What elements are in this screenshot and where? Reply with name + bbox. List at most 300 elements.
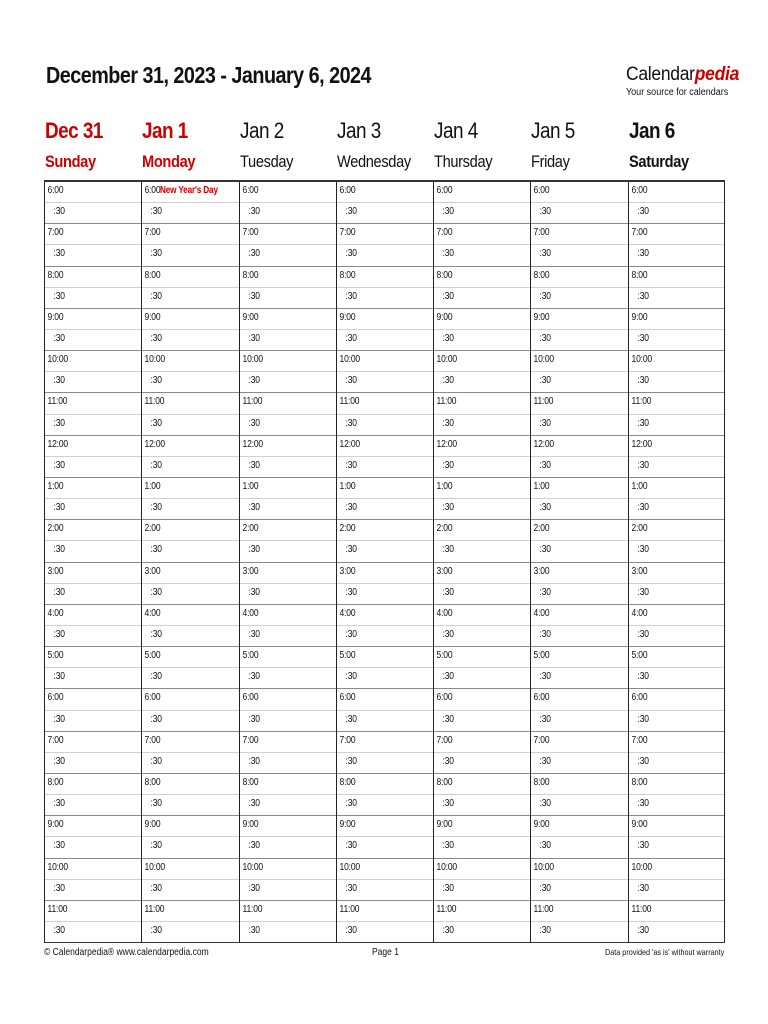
time-slot[interactable] bbox=[45, 774, 141, 795]
time-slot[interactable] bbox=[434, 436, 530, 457]
time-slot[interactable] bbox=[240, 626, 336, 647]
time-label: :30 bbox=[637, 544, 649, 556]
time-slot[interactable] bbox=[337, 351, 433, 372]
time-label: :30 bbox=[345, 544, 357, 556]
time-slot[interactable] bbox=[629, 245, 724, 266]
day-header bbox=[141, 114, 238, 180]
time-slot[interactable] bbox=[434, 309, 530, 330]
time-slot[interactable] bbox=[434, 478, 530, 499]
time-slot[interactable] bbox=[45, 309, 141, 330]
time-slot[interactable] bbox=[434, 563, 530, 584]
time-slot[interactable] bbox=[629, 499, 724, 520]
time-slot[interactable] bbox=[531, 837, 627, 858]
time-slot[interactable] bbox=[240, 415, 336, 436]
time-slot[interactable] bbox=[142, 351, 238, 372]
time-slot[interactable] bbox=[531, 415, 627, 436]
time-slot[interactable] bbox=[434, 859, 530, 880]
time-slot[interactable] bbox=[337, 859, 433, 880]
time-slot[interactable] bbox=[240, 647, 336, 668]
time-slot[interactable] bbox=[45, 541, 141, 562]
time-slot[interactable] bbox=[240, 330, 336, 351]
time-slot[interactable] bbox=[531, 288, 627, 309]
time-slot[interactable] bbox=[240, 795, 336, 816]
time-slot[interactable] bbox=[337, 288, 433, 309]
time-slot[interactable] bbox=[142, 436, 238, 457]
time-slot[interactable] bbox=[142, 288, 238, 309]
time-slot[interactable] bbox=[240, 245, 336, 266]
time-slot[interactable] bbox=[629, 647, 724, 668]
time-slot[interactable] bbox=[142, 245, 238, 266]
time-slot[interactable] bbox=[45, 922, 141, 942]
time-slot[interactable] bbox=[240, 203, 336, 224]
time-label: :30 bbox=[53, 332, 65, 344]
time-slot[interactable] bbox=[240, 563, 336, 584]
time-slot[interactable] bbox=[142, 689, 238, 710]
time-slot[interactable] bbox=[142, 795, 238, 816]
time-slot[interactable] bbox=[240, 499, 336, 520]
time-slot[interactable] bbox=[240, 267, 336, 288]
time-slot[interactable] bbox=[434, 922, 530, 942]
time-slot[interactable] bbox=[240, 668, 336, 689]
time-slot[interactable] bbox=[45, 668, 141, 689]
time-slot[interactable] bbox=[240, 436, 336, 457]
time-slot[interactable] bbox=[434, 774, 530, 795]
time-slot[interactable] bbox=[531, 753, 627, 774]
time-label: 10:00 bbox=[436, 861, 458, 873]
time-slot[interactable] bbox=[531, 267, 627, 288]
time-slot[interactable] bbox=[337, 267, 433, 288]
time-slot[interactable] bbox=[45, 267, 141, 288]
time-slot[interactable] bbox=[434, 795, 530, 816]
time-slot[interactable] bbox=[531, 372, 627, 393]
time-label: :30 bbox=[345, 586, 357, 598]
time-label: :30 bbox=[442, 459, 454, 471]
time-slot[interactable] bbox=[142, 520, 238, 541]
time-slot[interactable] bbox=[240, 351, 336, 372]
time-slot[interactable] bbox=[240, 541, 336, 562]
time-slot[interactable] bbox=[337, 499, 433, 520]
time-slot[interactable] bbox=[142, 203, 238, 224]
time-slot[interactable] bbox=[629, 732, 724, 753]
time-slot[interactable] bbox=[45, 880, 141, 901]
time-slot[interactable] bbox=[337, 182, 433, 203]
time-slot[interactable] bbox=[434, 267, 530, 288]
time-slot[interactable] bbox=[240, 837, 336, 858]
time-slot[interactable] bbox=[240, 182, 336, 203]
day-column bbox=[141, 182, 238, 942]
time-slot[interactable] bbox=[629, 541, 724, 562]
time-slot[interactable] bbox=[434, 626, 530, 647]
time-slot[interactable] bbox=[142, 668, 238, 689]
time-slot[interactable] bbox=[45, 901, 141, 922]
time-slot[interactable] bbox=[531, 626, 627, 647]
time-slot[interactable] bbox=[531, 922, 627, 942]
time-slot[interactable] bbox=[629, 859, 724, 880]
time-slot[interactable] bbox=[434, 605, 530, 626]
time-slot[interactable] bbox=[629, 415, 724, 436]
time-label: :30 bbox=[53, 544, 65, 556]
time-slot[interactable] bbox=[240, 478, 336, 499]
time-slot[interactable] bbox=[337, 795, 433, 816]
time-slot[interactable] bbox=[531, 774, 627, 795]
time-slot[interactable] bbox=[45, 415, 141, 436]
time-slot[interactable] bbox=[240, 711, 336, 732]
time-slot[interactable] bbox=[337, 711, 433, 732]
time-slot[interactable] bbox=[434, 203, 530, 224]
time-slot[interactable] bbox=[142, 393, 238, 414]
time-slot[interactable] bbox=[629, 436, 724, 457]
time-label: :30 bbox=[539, 206, 552, 218]
time-label: :30 bbox=[150, 628, 163, 640]
time-label: :30 bbox=[345, 713, 357, 725]
time-slot[interactable] bbox=[337, 393, 433, 414]
time-slot[interactable] bbox=[240, 605, 336, 626]
time-slot[interactable] bbox=[142, 499, 238, 520]
time-slot[interactable] bbox=[142, 182, 238, 203]
time-slot[interactable] bbox=[629, 393, 724, 414]
time-slot[interactable] bbox=[629, 816, 724, 837]
time-label: 10:00 bbox=[47, 861, 68, 873]
time-slot[interactable] bbox=[531, 330, 627, 351]
time-slot[interactable] bbox=[629, 901, 724, 922]
time-slot[interactable] bbox=[142, 816, 238, 837]
time-slot[interactable] bbox=[531, 647, 627, 668]
time-slot[interactable] bbox=[629, 520, 724, 541]
time-slot[interactable] bbox=[629, 795, 724, 816]
time-label: 6:00 bbox=[144, 692, 161, 704]
time-slot[interactable] bbox=[531, 520, 627, 541]
day-header bbox=[628, 114, 725, 180]
time-slot[interactable] bbox=[337, 372, 433, 393]
time-label: :30 bbox=[53, 417, 65, 429]
time-slot[interactable] bbox=[142, 415, 238, 436]
time-label: 6:00 bbox=[339, 185, 356, 196]
time-slot[interactable] bbox=[434, 689, 530, 710]
time-slot[interactable] bbox=[434, 245, 530, 266]
time-slot[interactable] bbox=[337, 626, 433, 647]
time-slot[interactable] bbox=[45, 584, 141, 605]
time-slot[interactable] bbox=[45, 436, 141, 457]
time-slot[interactable] bbox=[531, 245, 627, 266]
time-slot[interactable] bbox=[629, 224, 724, 245]
time-label: :30 bbox=[248, 332, 260, 344]
time-slot[interactable] bbox=[531, 816, 627, 837]
time-slot[interactable] bbox=[629, 478, 724, 499]
time-slot[interactable] bbox=[337, 478, 433, 499]
time-slot[interactable] bbox=[531, 436, 627, 457]
time-slot[interactable] bbox=[629, 605, 724, 626]
time-slot[interactable] bbox=[434, 711, 530, 732]
time-slot[interactable] bbox=[45, 372, 141, 393]
time-slot[interactable] bbox=[45, 753, 141, 774]
time-slot[interactable] bbox=[531, 203, 627, 224]
time-slot[interactable] bbox=[337, 415, 433, 436]
time-label: :30 bbox=[539, 332, 552, 344]
time-slot[interactable] bbox=[531, 393, 627, 414]
time-slot[interactable] bbox=[45, 478, 141, 499]
time-slot[interactable] bbox=[45, 351, 141, 372]
time-slot[interactable] bbox=[142, 647, 238, 668]
time-slot[interactable] bbox=[142, 478, 238, 499]
time-slot[interactable] bbox=[240, 774, 336, 795]
time-slot[interactable] bbox=[629, 626, 724, 647]
time-slot[interactable] bbox=[45, 647, 141, 668]
time-slot[interactable] bbox=[240, 732, 336, 753]
time-slot[interactable] bbox=[629, 267, 724, 288]
time-slot[interactable] bbox=[337, 922, 433, 942]
time-slot[interactable] bbox=[45, 499, 141, 520]
time-slot[interactable] bbox=[434, 880, 530, 901]
time-slot[interactable] bbox=[142, 859, 238, 880]
time-slot[interactable] bbox=[337, 816, 433, 837]
time-slot[interactable] bbox=[45, 563, 141, 584]
time-slot[interactable] bbox=[45, 288, 141, 309]
time-slot[interactable] bbox=[337, 689, 433, 710]
time-slot[interactable] bbox=[337, 457, 433, 478]
time-slot[interactable] bbox=[434, 647, 530, 668]
time-slot[interactable] bbox=[142, 224, 238, 245]
time-slot[interactable] bbox=[434, 584, 530, 605]
time-slot[interactable] bbox=[629, 922, 724, 942]
time-slot[interactable] bbox=[629, 668, 724, 689]
time-slot[interactable] bbox=[531, 795, 627, 816]
time-slot[interactable] bbox=[142, 901, 238, 922]
time-slot[interactable] bbox=[142, 330, 238, 351]
day-headers bbox=[44, 114, 725, 180]
time-slot[interactable] bbox=[142, 584, 238, 605]
time-slot[interactable] bbox=[629, 457, 724, 478]
time-slot[interactable] bbox=[337, 732, 433, 753]
time-slot[interactable] bbox=[337, 203, 433, 224]
time-slot[interactable] bbox=[434, 837, 530, 858]
time-label: 11:00 bbox=[242, 903, 262, 915]
time-slot[interactable] bbox=[629, 563, 724, 584]
time-slot[interactable] bbox=[434, 901, 530, 922]
time-label: 3:00 bbox=[631, 565, 648, 577]
time-slot[interactable] bbox=[434, 668, 530, 689]
time-slot[interactable] bbox=[45, 626, 141, 647]
time-slot[interactable] bbox=[337, 753, 433, 774]
time-slot[interactable] bbox=[240, 224, 336, 245]
time-slot[interactable] bbox=[240, 753, 336, 774]
time-slot[interactable] bbox=[531, 182, 627, 203]
time-slot[interactable] bbox=[434, 330, 530, 351]
time-slot[interactable] bbox=[337, 330, 433, 351]
time-slot[interactable] bbox=[45, 816, 141, 837]
time-slot[interactable] bbox=[337, 584, 433, 605]
time-label: :30 bbox=[248, 840, 260, 852]
time-slot[interactable] bbox=[629, 182, 724, 203]
time-label: 7:00 bbox=[47, 227, 64, 239]
time-slot[interactable] bbox=[337, 647, 433, 668]
time-label: 11:00 bbox=[144, 396, 165, 408]
time-slot[interactable] bbox=[142, 541, 238, 562]
time-slot[interactable] bbox=[45, 245, 141, 266]
time-slot[interactable] bbox=[434, 224, 530, 245]
time-label: 10:00 bbox=[47, 354, 68, 366]
time-slot[interactable] bbox=[531, 668, 627, 689]
time-slot[interactable] bbox=[629, 203, 724, 224]
time-slot[interactable] bbox=[45, 837, 141, 858]
time-slot[interactable] bbox=[629, 372, 724, 393]
time-slot[interactable] bbox=[531, 541, 627, 562]
time-slot[interactable] bbox=[45, 203, 141, 224]
time-slot[interactable] bbox=[434, 372, 530, 393]
time-label: :30 bbox=[248, 459, 260, 471]
time-label: :30 bbox=[150, 671, 163, 683]
time-slot[interactable] bbox=[337, 541, 433, 562]
time-label: :30 bbox=[150, 924, 163, 936]
time-slot[interactable] bbox=[434, 415, 530, 436]
time-slot[interactable] bbox=[240, 922, 336, 942]
time-slot[interactable] bbox=[337, 520, 433, 541]
time-slot[interactable] bbox=[531, 880, 627, 901]
time-slot[interactable] bbox=[142, 922, 238, 942]
time-slot[interactable] bbox=[337, 668, 433, 689]
time-slot[interactable] bbox=[142, 732, 238, 753]
time-slot[interactable] bbox=[337, 901, 433, 922]
time-slot[interactable] bbox=[45, 224, 141, 245]
time-slot[interactable] bbox=[45, 711, 141, 732]
time-slot[interactable] bbox=[240, 372, 336, 393]
time-slot[interactable] bbox=[142, 457, 238, 478]
time-label: 5:00 bbox=[339, 650, 356, 662]
time-slot[interactable] bbox=[240, 393, 336, 414]
time-slot[interactable] bbox=[142, 753, 238, 774]
time-slot[interactable] bbox=[142, 880, 238, 901]
time-slot[interactable] bbox=[629, 309, 724, 330]
time-label: :30 bbox=[539, 671, 552, 683]
time-label: :30 bbox=[442, 798, 454, 810]
time-slot[interactable] bbox=[337, 245, 433, 266]
time-slot[interactable] bbox=[629, 774, 724, 795]
time-slot[interactable] bbox=[531, 224, 627, 245]
time-slot[interactable] bbox=[142, 626, 238, 647]
time-slot[interactable] bbox=[434, 753, 530, 774]
time-slot[interactable] bbox=[434, 499, 530, 520]
time-slot[interactable] bbox=[45, 732, 141, 753]
time-slot[interactable] bbox=[45, 330, 141, 351]
time-slot[interactable] bbox=[45, 795, 141, 816]
time-slot[interactable] bbox=[45, 457, 141, 478]
time-label: 10:00 bbox=[144, 861, 166, 873]
time-slot[interactable] bbox=[45, 605, 141, 626]
time-slot[interactable] bbox=[629, 753, 724, 774]
time-slot[interactable] bbox=[531, 689, 627, 710]
time-label: :30 bbox=[248, 882, 260, 894]
time-slot[interactable] bbox=[434, 520, 530, 541]
time-label: 10:00 bbox=[144, 354, 166, 366]
time-slot[interactable] bbox=[531, 563, 627, 584]
time-slot[interactable] bbox=[240, 520, 336, 541]
time-slot[interactable] bbox=[240, 584, 336, 605]
time-slot[interactable] bbox=[337, 605, 433, 626]
time-slot[interactable] bbox=[531, 732, 627, 753]
time-label: :30 bbox=[637, 248, 649, 260]
time-slot[interactable] bbox=[434, 732, 530, 753]
time-slot[interactable] bbox=[337, 309, 433, 330]
time-slot[interactable] bbox=[240, 309, 336, 330]
time-slot[interactable] bbox=[240, 288, 336, 309]
time-slot[interactable] bbox=[45, 689, 141, 710]
time-slot[interactable] bbox=[629, 351, 724, 372]
footer-copyright: © Calendarpedia® www.calendarpedia.com bbox=[44, 947, 209, 958]
time-label: :30 bbox=[53, 586, 65, 598]
time-label: :30 bbox=[150, 206, 163, 218]
time-label: :30 bbox=[248, 755, 260, 767]
time-slot[interactable] bbox=[142, 711, 238, 732]
time-slot[interactable] bbox=[531, 499, 627, 520]
time-slot[interactable] bbox=[45, 859, 141, 880]
time-label: 8:00 bbox=[242, 776, 258, 788]
time-label: 8:00 bbox=[242, 269, 258, 281]
time-slot[interactable] bbox=[45, 393, 141, 414]
time-slot[interactable] bbox=[434, 393, 530, 414]
time-slot[interactable] bbox=[142, 774, 238, 795]
time-slot[interactable] bbox=[629, 288, 724, 309]
time-slot[interactable] bbox=[337, 774, 433, 795]
time-slot[interactable] bbox=[142, 605, 238, 626]
time-slot[interactable] bbox=[142, 372, 238, 393]
time-slot[interactable] bbox=[337, 224, 433, 245]
time-slot[interactable] bbox=[337, 436, 433, 457]
time-label: :30 bbox=[150, 459, 163, 471]
time-label: 3:00 bbox=[144, 565, 161, 577]
time-slot[interactable] bbox=[45, 182, 141, 203]
time-slot[interactable] bbox=[434, 288, 530, 309]
time-slot[interactable] bbox=[434, 351, 530, 372]
time-slot[interactable] bbox=[531, 478, 627, 499]
time-slot[interactable] bbox=[337, 563, 433, 584]
time-slot[interactable] bbox=[531, 584, 627, 605]
time-slot[interactable] bbox=[240, 901, 336, 922]
time-slot[interactable] bbox=[240, 689, 336, 710]
time-slot[interactable] bbox=[531, 605, 627, 626]
time-slot[interactable] bbox=[240, 816, 336, 837]
time-slot[interactable] bbox=[531, 351, 627, 372]
time-slot[interactable] bbox=[142, 563, 238, 584]
time-slot[interactable] bbox=[531, 457, 627, 478]
time-slot[interactable] bbox=[337, 837, 433, 858]
time-slot[interactable] bbox=[434, 182, 530, 203]
time-slot[interactable] bbox=[45, 520, 141, 541]
time-slot[interactable] bbox=[629, 584, 724, 605]
time-slot[interactable] bbox=[142, 267, 238, 288]
time-slot[interactable] bbox=[240, 880, 336, 901]
time-label: 6:00 bbox=[631, 692, 648, 704]
time-slot[interactable] bbox=[531, 309, 627, 330]
time-slot[interactable] bbox=[629, 837, 724, 858]
time-slot[interactable] bbox=[434, 816, 530, 837]
time-slot[interactable] bbox=[434, 457, 530, 478]
time-slot[interactable] bbox=[531, 901, 627, 922]
time-slot[interactable] bbox=[629, 711, 724, 732]
time-slot[interactable] bbox=[629, 330, 724, 351]
time-slot[interactable] bbox=[240, 457, 336, 478]
time-slot[interactable] bbox=[142, 309, 238, 330]
time-slot[interactable] bbox=[142, 837, 238, 858]
time-label: 1:00 bbox=[436, 480, 453, 492]
time-slot[interactable] bbox=[434, 541, 530, 562]
time-label: 9:00 bbox=[47, 819, 64, 831]
time-slot[interactable] bbox=[337, 880, 433, 901]
time-slot[interactable] bbox=[629, 689, 724, 710]
time-label: 7:00 bbox=[533, 227, 550, 239]
time-slot[interactable] bbox=[531, 859, 627, 880]
time-slot[interactable] bbox=[629, 880, 724, 901]
time-slot[interactable] bbox=[240, 859, 336, 880]
time-slot[interactable] bbox=[531, 711, 627, 732]
